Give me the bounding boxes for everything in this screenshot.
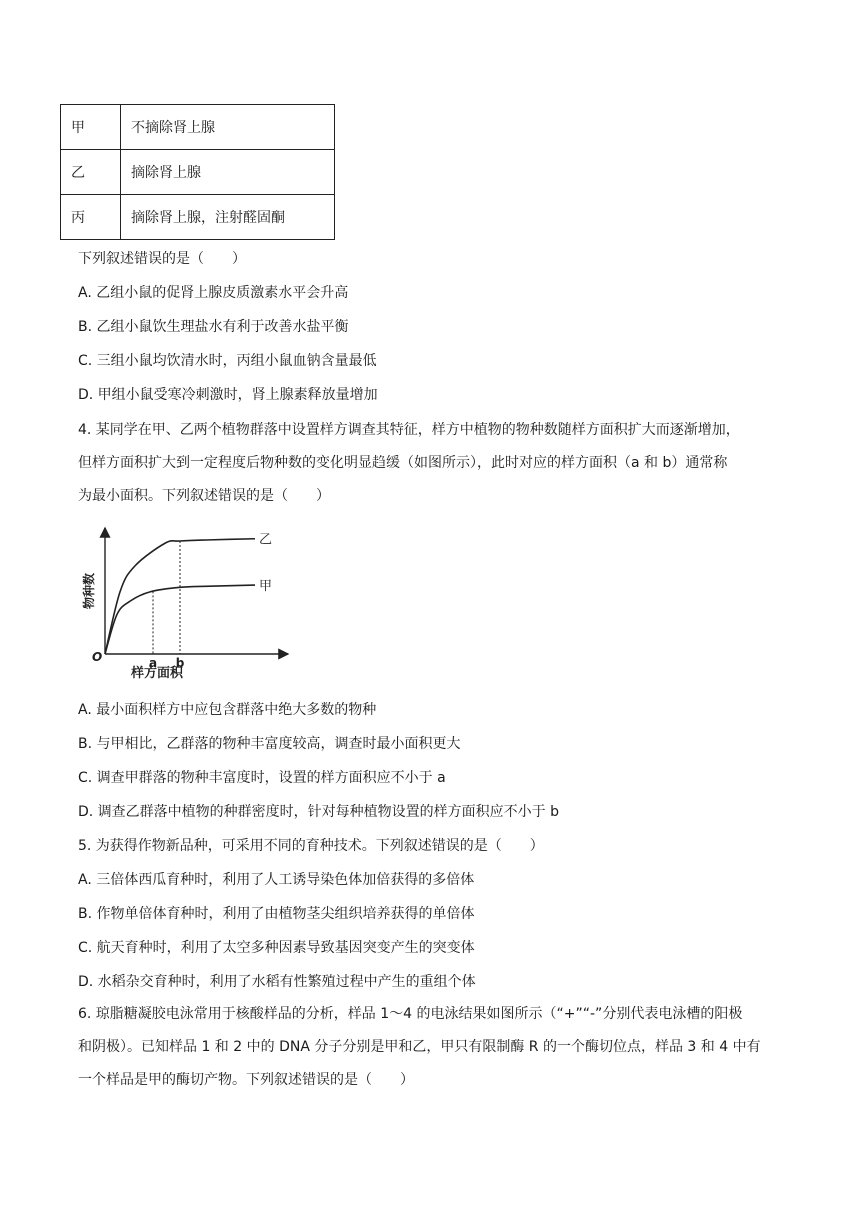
q5-option-a: A. 三倍体西瓜育种时，利用了人工诱导染色体加倍获得的多倍体	[78, 872, 475, 888]
x-tick-a: a	[148, 656, 158, 670]
q4-stem-line: 但样方面积扩大到一定程度后物种数的变化明显趋缓（如图所示），此时对应的样方面积（a 和 b）通常称	[78, 455, 728, 471]
q4-option-a: A. 最小面积样方中应包含群落中绝大多数的物种	[78, 702, 377, 718]
q4-stem-line: 为最小面积。下列叙述错误的是（ ）	[78, 488, 330, 504]
group-cell: 甲	[61, 105, 121, 150]
series-label-0: 甲	[259, 579, 273, 595]
q5-stem: 5. 为获得作物新品种，可采用不同的育种技术。下列叙述错误的是（ ）	[78, 838, 544, 854]
group-cell: 丙	[61, 195, 121, 240]
treatment-table	[60, 104, 335, 240]
series-line-1	[105, 539, 255, 654]
x-axis-label: 样方面积	[130, 666, 184, 681]
q4-option-b: B. 与甲相比，乙群落的物种丰富度较高，调查时最小面积更大	[78, 736, 461, 752]
x-tick-b: b	[175, 656, 185, 670]
q6-stem-line: 和阴极）。已知样品 1 和 2 中的 DNA 分子分别是甲和乙，甲只有限制酶 R 的一个酶切位点，样品 3 和 4 中有	[78, 1039, 761, 1055]
q6-stem-line: 6. 琼脂糖凝胶电泳常用于核酸样品的分析，样品 1～4 的电泳结果如图所示（“+”“-”分别代表电泳槽的阳极	[78, 1006, 743, 1022]
q4-option-c: C. 调查甲群落的物种丰富度时，设置的样方面积应不小于 a	[78, 770, 446, 786]
table-row	[61, 150, 335, 195]
q3-prompt: 下列叙述错误的是（ ）	[78, 251, 246, 267]
origin-label: O	[92, 650, 103, 664]
q3-option-b: B. 乙组小鼠饮生理盐水有利于改善水盐平衡	[78, 319, 349, 335]
q6-stem	[78, 998, 813, 1097]
q6-stem-line: 一个样品是甲的酶切产物。下列叙述错误的是（ ）	[78, 1072, 414, 1088]
q5-option-c: C. 航天育种时，利用了太空多种因素导致基因突变产生的突变体	[78, 940, 475, 956]
treatment-cell: 摘除肾上腺，注射醛固酮	[121, 195, 335, 240]
q5-option-d: D. 水稻杂交育种时，利用了水稻有性繁殖过程中产生的重组个体	[78, 974, 476, 990]
group-cell: 乙	[61, 150, 121, 195]
q3-option-c: C. 三组小鼠均饮清水时，丙组小鼠血钠含量最低	[78, 353, 377, 369]
y-axis-label: 物种数	[82, 572, 96, 610]
q4-option-d: D. 调查乙群落中植物的种群密度时，针对每种植物设置的样方面积应不小于 b	[78, 804, 560, 820]
q3-option-a: A. 乙组小鼠的促肾上腺皮质激素水平会升高	[78, 285, 349, 301]
species-area-chart	[78, 520, 298, 685]
q4-stem	[78, 414, 813, 513]
treatment-cell: 摘除肾上腺	[121, 150, 335, 195]
q5-option-b: B. 作物单倍体育种时，利用了由植物茎尖组织培养获得的单倍体	[78, 906, 475, 922]
series-line-0	[105, 585, 255, 654]
series-label-1: 乙	[259, 532, 273, 548]
treatment-cell: 不摘除肾上腺	[121, 105, 335, 150]
table-row	[61, 105, 335, 150]
q4-stem-line: 4. 某同学在甲、乙两个植物群落中设置样方调查其特征，样方中植物的物种数随样方面积扩大而逐渐增加，	[78, 422, 740, 438]
table-row	[61, 195, 335, 240]
q3-option-d: D. 甲组小鼠受寒冷刺激时，肾上腺素释放量增加	[78, 387, 378, 403]
